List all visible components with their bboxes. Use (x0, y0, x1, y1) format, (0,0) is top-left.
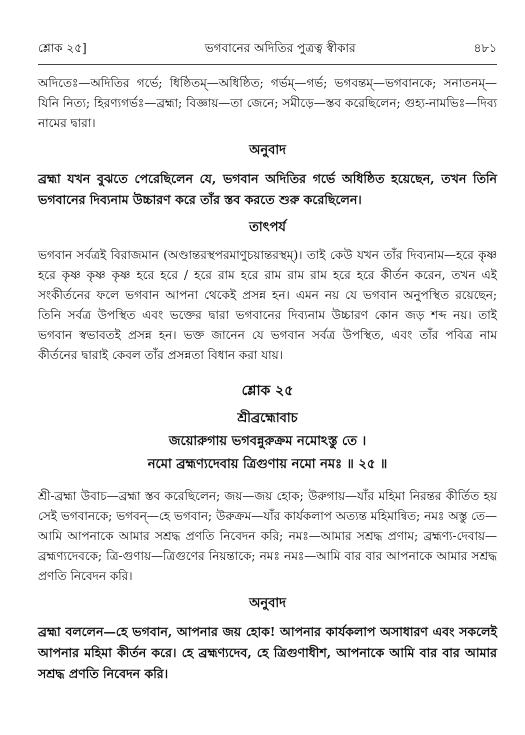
translation-heading-2: অনুবাদ (249, 596, 286, 611)
verse-line: জয়োরুগায় ভগবন্নুরুক্রম নমোঽস্তু তে । (168, 434, 367, 449)
purport-text: ভগবান সর্বত্রই বিরাজমান (অণ্ডান্তরস্থপরমাণুচয়ান্তরস্থম্)। তাই কেউ যখন তাঁর দিব্যনাম—হরে কৃষ্ণ হরে কৃষ্ণ কৃষ্ণ কৃষ্ণ হরে হরে / হরে রাম হরে রাম রাম রাম হরে হরে কীর্তন করেন, তখন এই সংকীর্তনের ফলে ভগবান আপনা থেকেই প্রসন্ন হন। এমন নয় যে ভগবান অনুপস্থিত রয়েছেন; তিনি সর্বত্র উপস্থিত এবং ভক্তের দ্বারা ভগবানের দিব্যনাম উচ্চারণ কোন জড় শব্দ নয়। তাই ভগবান স্বভাবতই প্রসন্ন হন। ভক্ত জানেন যে ভগবান সর্বত্র উপস্থিত, এবং তাঁর পবিত্র নাম কীর্তনের দ্বারাই কেবল তাঁর প্রসন্নতা বিধান করা যায়। (38, 248, 497, 362)
synonyms-top: অদিতেঃ—অদিতির গর্ভে; ধিষ্ঠিতম্—অধিষ্ঠিত; গর্ভম্—গর্ভ; ভগবন্তম্—ভগবানকে; সনাতনম্—যিনি নিত্য; হিরণ্যগর্ভঃ—ব্রহ্মা; বিজ্ঞায়—তা জেনে; সমীড়ে—স্তব করেছিলেন; গুহ্য-নামভিঃ—দিব্য নামের দ্বারা। (38, 76, 497, 130)
translation-heading: অনুবাদ (249, 143, 286, 158)
header-verse-ref: শ্লোক ২৫] (38, 41, 87, 55)
translation-text-2: ব্রহ্মা বললেন—হে ভগবান, আপনার জয় হোক! আপনার কার্যকলাপ অসাধারণ এবং সকলেই আপনার মহিমা কীর্তন করে। হে ব্রহ্মণ্যদেব, হে ত্রিগুণাধীশ, আপনাকে আমি বার বার আমার সশ্রদ্ধ প্রণতি নিবেদন করি। (38, 624, 497, 681)
translation-text: ব্রহ্মা যখন বুঝতে পেরেছিলেন যে, ভগবান অদিতির গর্ভে অধিষ্ঠিত হয়েছেন, তখন তিনি ভগবানের দিব্যনাম উচ্চারণ করে তাঁর স্তব করতে শুরু করেছিলেন। (38, 171, 497, 207)
page-number: ৪৮১ (473, 41, 497, 55)
synonyms-bottom: শ্রী-ব্রহ্মা উবাচ—ব্রহ্মা স্তব করেছিলেন; জয়—জয় হোক; উরুগায়—যাঁর মহিমা নিরন্তর কীর্তিত হয় সেই ভগবানকে; ভগবন্—হে ভগবান; উরুক্রম—যাঁর কার্যকলাপ অত্যন্ত মহিমান্বিত; নমঃ অস্তু তে—আমি আপনাকে আমার সশ্রদ্ধ প্রণতি নিবেদন করি; নমঃ—আমার সশ্রদ্ধ প্রণাম; ব্রহ্মণ্য-দেবায়—ব্রহ্মণ্যদেবকে; ত্রি-গুণায়—ত্রিগুণের নিয়ন্তাকে; নমঃ নমঃ—আমি বার বার আপনাকে আমার সশ্রদ্ধ প্রণতি নিবেদন করি। (38, 489, 497, 583)
verse-line: শ্রীব্রহ্মোবাচ (237, 411, 298, 426)
header-chapter-title: ভগবানের অদিতির পুত্রত্ব স্বীকার (204, 41, 356, 55)
verse-number: শ্লোক ২৫ (241, 383, 294, 399)
verse-line: নমো ব্রহ্মণ্যদেবায় ত্রিগুণায় নমো নমঃ ॥ ২৫ ॥ (147, 457, 388, 472)
page-header (38, 40, 497, 65)
purport-heading: তাৎপর্য (249, 220, 286, 235)
